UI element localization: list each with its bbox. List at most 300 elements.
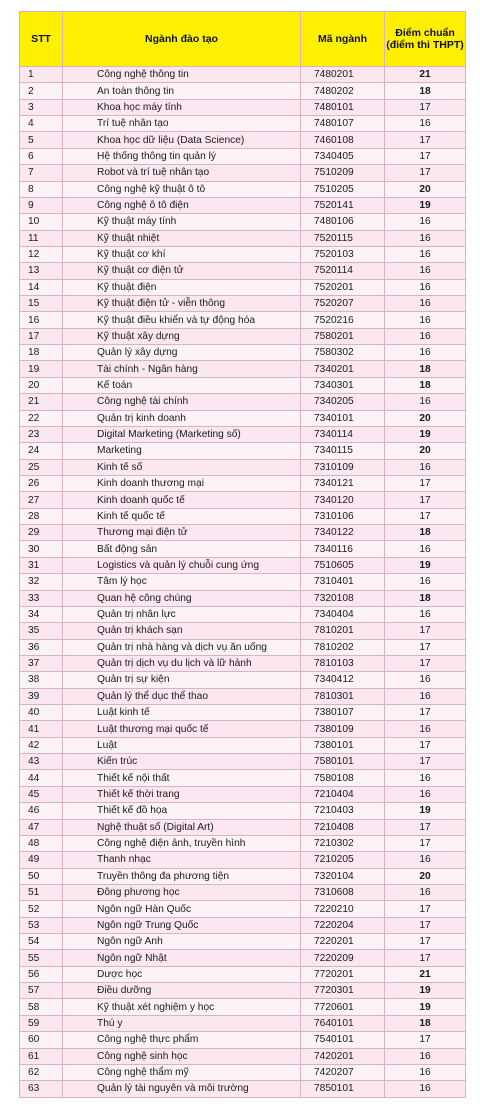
row-cutoff-score: 18 [385, 590, 466, 606]
row-cutoff-score: 16 [385, 672, 466, 688]
row-major-code: 7210302 [301, 835, 385, 851]
row-major-code: 7380107 [301, 705, 385, 721]
row-major-name: Ngôn ngữ Anh [63, 934, 301, 950]
row-cutoff-score: 16 [385, 786, 466, 802]
header-cutoff-score [385, 12, 466, 67]
row-major-code: 7520103 [301, 246, 385, 262]
row-major-name: Tâm lý học [63, 574, 301, 590]
row-stt: 14 [20, 279, 63, 295]
table-row [20, 623, 466, 639]
table-row [20, 1048, 466, 1064]
row-cutoff-score: 18 [385, 525, 466, 541]
row-major-name: Ngôn ngữ Hàn Quốc [63, 901, 301, 917]
table-row [20, 819, 466, 835]
row-stt: 29 [20, 525, 63, 541]
row-major-code: 7220201 [301, 934, 385, 950]
table-row [20, 852, 466, 868]
row-cutoff-score: 16 [385, 214, 466, 230]
row-major-code: 7580108 [301, 770, 385, 786]
row-cutoff-score: 18 [385, 377, 466, 393]
table-row [20, 868, 466, 884]
header-stt: STT [20, 12, 63, 67]
table-row [20, 377, 466, 393]
table-row [20, 1081, 466, 1097]
row-major-code: 7340101 [301, 410, 385, 426]
table-row [20, 966, 466, 982]
row-major-code: 7340116 [301, 541, 385, 557]
row-major-code: 7310109 [301, 459, 385, 475]
table-row [20, 443, 466, 459]
row-cutoff-score: 17 [385, 99, 466, 115]
row-cutoff-score: 16 [385, 394, 466, 410]
table-row [20, 230, 466, 246]
row-major-code: 7510605 [301, 557, 385, 573]
row-major-name: Khoa học dữ liệu (Data Science) [63, 132, 301, 148]
row-cutoff-score: 17 [385, 132, 466, 148]
row-major-code: 7580302 [301, 345, 385, 361]
row-major-code: 7310608 [301, 884, 385, 900]
table-row [20, 770, 466, 786]
row-major-code: 7480101 [301, 99, 385, 115]
row-major-name: Công nghệ điện ảnh, truyền hình [63, 835, 301, 851]
row-major-name: Kỹ thuật cơ điện tử [63, 263, 301, 279]
row-major-name: Quản lý xây dựng [63, 345, 301, 361]
row-stt: 59 [20, 1015, 63, 1031]
row-cutoff-score: 17 [385, 508, 466, 524]
table-row [20, 901, 466, 917]
row-major-name: Robot và trí tuệ nhân tạo [63, 165, 301, 181]
row-cutoff-score: 16 [385, 312, 466, 328]
table-row [20, 263, 466, 279]
row-major-code: 7340412 [301, 672, 385, 688]
row-major-code: 7520141 [301, 197, 385, 213]
row-cutoff-score: 17 [385, 835, 466, 851]
row-cutoff-score: 17 [385, 737, 466, 753]
row-stt: 11 [20, 230, 63, 246]
row-stt: 33 [20, 590, 63, 606]
row-major-code: 7720201 [301, 966, 385, 982]
row-major-code: 7220210 [301, 901, 385, 917]
row-major-name: Điều dưỡng [63, 983, 301, 999]
row-major-code: 7720301 [301, 983, 385, 999]
row-major-code: 7810202 [301, 639, 385, 655]
table-row [20, 705, 466, 721]
table-row [20, 525, 466, 541]
table-row [20, 394, 466, 410]
row-major-name: Kế toán [63, 377, 301, 393]
row-major-name: Dược học [63, 966, 301, 982]
row-stt: 13 [20, 263, 63, 279]
table-row [20, 737, 466, 753]
row-major-name: Nghệ thuật số (Digital Art) [63, 819, 301, 835]
row-major-name: Thiết kế đồ họa [63, 803, 301, 819]
table-row [20, 721, 466, 737]
row-cutoff-score: 16 [385, 770, 466, 786]
row-major-code: 7510209 [301, 165, 385, 181]
table-row [20, 655, 466, 671]
table-row [20, 1064, 466, 1080]
row-cutoff-score: 16 [385, 541, 466, 557]
row-stt: 9 [20, 197, 63, 213]
row-cutoff-score: 16 [385, 230, 466, 246]
row-cutoff-score: 17 [385, 1032, 466, 1048]
table-row [20, 884, 466, 900]
row-major-name: Thú y [63, 1015, 301, 1031]
table-row [20, 181, 466, 197]
row-major-name: Khoa học máy tính [63, 99, 301, 115]
table-row [20, 606, 466, 622]
row-stt: 50 [20, 868, 63, 884]
row-major-name: Quản trị nhân lực [63, 606, 301, 622]
table-body [20, 67, 466, 1098]
row-stt: 8 [20, 181, 63, 197]
row-major-code: 7460108 [301, 132, 385, 148]
row-major-code: 7340205 [301, 394, 385, 410]
row-cutoff-score: 16 [385, 721, 466, 737]
table-row [20, 345, 466, 361]
row-cutoff-score: 19 [385, 803, 466, 819]
row-stt: 57 [20, 983, 63, 999]
table-row [20, 541, 466, 557]
table-row [20, 754, 466, 770]
row-major-code: 7210205 [301, 852, 385, 868]
row-cutoff-score: 16 [385, 116, 466, 132]
table-row [20, 214, 466, 230]
row-cutoff-score: 16 [385, 852, 466, 868]
row-cutoff-score: 16 [385, 328, 466, 344]
table-row [20, 99, 466, 115]
row-stt: 1 [20, 67, 63, 83]
row-cutoff-score: 16 [385, 296, 466, 312]
row-cutoff-score: 16 [385, 1081, 466, 1097]
row-major-name: Công nghệ sinh học [63, 1048, 301, 1064]
row-stt: 5 [20, 132, 63, 148]
row-major-code: 7580101 [301, 754, 385, 770]
row-major-name: Công nghệ thông tin [63, 67, 301, 83]
row-major-code: 7210404 [301, 786, 385, 802]
row-cutoff-score: 17 [385, 950, 466, 966]
table-row [20, 1015, 466, 1031]
row-cutoff-score: 16 [385, 246, 466, 262]
table-row [20, 426, 466, 442]
row-major-code: 7210403 [301, 803, 385, 819]
row-stt: 2 [20, 83, 63, 99]
row-major-code: 7320104 [301, 868, 385, 884]
row-major-name: Quản trị khách sạn [63, 623, 301, 639]
row-major-name: Công nghệ tài chính [63, 394, 301, 410]
row-cutoff-score: 19 [385, 983, 466, 999]
row-cutoff-score: 16 [385, 279, 466, 295]
row-cutoff-score: 17 [385, 754, 466, 770]
row-cutoff-score: 17 [385, 639, 466, 655]
row-major-name: Kỹ thuật xét nghiệm y học [63, 999, 301, 1015]
row-major-name: Tài chính - Ngân hàng [63, 361, 301, 377]
table-row [20, 639, 466, 655]
row-cutoff-score: 18 [385, 361, 466, 377]
row-major-name: Marketing [63, 443, 301, 459]
row-stt: 32 [20, 574, 63, 590]
header-cutoff-score-line1: Điểm chuẩn [395, 27, 455, 39]
row-stt: 30 [20, 541, 63, 557]
row-stt: 24 [20, 443, 63, 459]
table-row [20, 672, 466, 688]
row-cutoff-score: 19 [385, 197, 466, 213]
table-row [20, 835, 466, 851]
row-stt: 22 [20, 410, 63, 426]
table-row [20, 983, 466, 999]
row-stt: 44 [20, 770, 63, 786]
row-stt: 25 [20, 459, 63, 475]
table-row [20, 950, 466, 966]
row-major-name: Luật thương mại quốc tế [63, 721, 301, 737]
row-cutoff-score: 20 [385, 181, 466, 197]
header-cutoff-score-line2: (điểm thi THPT) [386, 39, 464, 51]
row-major-code: 7580201 [301, 328, 385, 344]
table-row [20, 934, 466, 950]
table-row [20, 574, 466, 590]
row-cutoff-score: 17 [385, 623, 466, 639]
row-major-name: Công nghệ thực phẩm [63, 1032, 301, 1048]
row-major-name: Kỹ thuật máy tính [63, 214, 301, 230]
row-stt: 58 [20, 999, 63, 1015]
row-major-code: 7220204 [301, 917, 385, 933]
table-header [20, 12, 466, 67]
row-major-code: 7520115 [301, 230, 385, 246]
row-cutoff-score: 20 [385, 410, 466, 426]
row-stt: 23 [20, 426, 63, 442]
row-stt: 15 [20, 296, 63, 312]
row-major-code: 7220209 [301, 950, 385, 966]
row-cutoff-score: 17 [385, 917, 466, 933]
row-cutoff-score: 20 [385, 443, 466, 459]
row-cutoff-score: 16 [385, 606, 466, 622]
row-cutoff-score: 16 [385, 1048, 466, 1064]
table-row [20, 67, 466, 83]
row-stt: 16 [20, 312, 63, 328]
row-stt: 36 [20, 639, 63, 655]
row-major-code: 7420207 [301, 1064, 385, 1080]
row-major-code: 7340404 [301, 606, 385, 622]
row-cutoff-score: 21 [385, 966, 466, 982]
table-row [20, 999, 466, 1015]
row-stt: 55 [20, 950, 63, 966]
row-major-name: Kinh tế số [63, 459, 301, 475]
row-major-code: 7480106 [301, 214, 385, 230]
row-major-name: Kinh tế quốc tế [63, 508, 301, 524]
row-major-name: Quản lý tài nguyên và môi trường [63, 1081, 301, 1097]
row-cutoff-score: 19 [385, 426, 466, 442]
row-major-name: Digital Marketing (Marketing số) [63, 426, 301, 442]
admission-score-table [19, 11, 466, 1098]
row-major-code: 7850101 [301, 1081, 385, 1097]
row-stt: 34 [20, 606, 63, 622]
row-major-code: 7520207 [301, 296, 385, 312]
table-row [20, 459, 466, 475]
header-major-name: Ngành đào tạo [63, 12, 301, 67]
row-cutoff-score: 20 [385, 868, 466, 884]
row-cutoff-score: 17 [385, 934, 466, 950]
row-major-name: Đông phương học [63, 884, 301, 900]
row-stt: 12 [20, 246, 63, 262]
row-stt: 28 [20, 508, 63, 524]
row-major-code: 7640101 [301, 1015, 385, 1031]
row-major-name: Quản trị dịch vụ du lịch và lữ hành [63, 655, 301, 671]
table-row [20, 410, 466, 426]
table-row [20, 83, 466, 99]
row-major-code: 7520201 [301, 279, 385, 295]
row-major-name: Kỹ thuật xây dựng [63, 328, 301, 344]
row-stt: 45 [20, 786, 63, 802]
table-row [20, 786, 466, 802]
row-stt: 62 [20, 1064, 63, 1080]
row-cutoff-score: 18 [385, 1015, 466, 1031]
row-cutoff-score: 18 [385, 83, 466, 99]
table-row [20, 590, 466, 606]
row-stt: 54 [20, 934, 63, 950]
row-major-name: Thiết kế nội thất [63, 770, 301, 786]
row-major-name: Thiết kế thời trang [63, 786, 301, 802]
row-stt: 37 [20, 655, 63, 671]
row-major-name: Kỹ thuật điều khiển và tự động hóa [63, 312, 301, 328]
row-stt: 27 [20, 492, 63, 508]
row-cutoff-score: 17 [385, 819, 466, 835]
row-major-name: Công nghệ kỹ thuật ô tô [63, 181, 301, 197]
table-row [20, 328, 466, 344]
row-major-code: 7480201 [301, 67, 385, 83]
row-major-name: Hệ thống thông tin quản lý [63, 148, 301, 164]
table-row [20, 132, 466, 148]
row-stt: 20 [20, 377, 63, 393]
row-major-name: Luật kinh tế [63, 705, 301, 721]
row-stt: 49 [20, 852, 63, 868]
row-major-code: 7420201 [301, 1048, 385, 1064]
row-major-code: 7380101 [301, 737, 385, 753]
header-row [20, 12, 466, 67]
row-stt: 17 [20, 328, 63, 344]
table-row [20, 492, 466, 508]
row-major-name: Logistics và quản lý chuỗi cung ứng [63, 557, 301, 573]
row-cutoff-score: 21 [385, 67, 466, 83]
row-major-code: 7340122 [301, 525, 385, 541]
row-stt: 39 [20, 688, 63, 704]
row-stt: 10 [20, 214, 63, 230]
row-major-name: Kỹ thuật điện tử - viễn thông [63, 296, 301, 312]
row-major-name: Quản trị nhà hàng và dịch vụ ăn uống [63, 639, 301, 655]
row-major-name: Ngôn ngữ Nhật [63, 950, 301, 966]
row-cutoff-score: 16 [385, 263, 466, 279]
row-stt: 42 [20, 737, 63, 753]
row-stt: 19 [20, 361, 63, 377]
row-stt: 63 [20, 1081, 63, 1097]
row-major-code: 7720601 [301, 999, 385, 1015]
row-stt: 48 [20, 835, 63, 851]
row-stt: 52 [20, 901, 63, 917]
row-cutoff-score: 17 [385, 705, 466, 721]
row-major-name: An toàn thông tin [63, 83, 301, 99]
row-stt: 61 [20, 1048, 63, 1064]
row-major-code: 7310401 [301, 574, 385, 590]
row-major-code: 7320108 [301, 590, 385, 606]
row-major-name: Ngôn ngữ Trung Quốc [63, 917, 301, 933]
row-cutoff-score: 16 [385, 459, 466, 475]
row-major-name: Kỹ thuật điện [63, 279, 301, 295]
row-cutoff-score: 17 [385, 475, 466, 491]
row-major-name: Kinh doanh thương mại [63, 475, 301, 491]
row-major-name: Công nghệ thẩm mỹ [63, 1064, 301, 1080]
row-major-code: 7340121 [301, 475, 385, 491]
row-cutoff-score: 19 [385, 999, 466, 1015]
table-row [20, 803, 466, 819]
table-row [20, 361, 466, 377]
table-row [20, 165, 466, 181]
row-major-name: Quan hệ công chúng [63, 590, 301, 606]
row-stt: 46 [20, 803, 63, 819]
row-stt: 4 [20, 116, 63, 132]
row-cutoff-score: 17 [385, 901, 466, 917]
table-row [20, 917, 466, 933]
row-major-name: Kiến trúc [63, 754, 301, 770]
row-major-name: Trí tuệ nhân tạo [63, 116, 301, 132]
row-cutoff-score: 16 [385, 345, 466, 361]
table-row [20, 116, 466, 132]
table-row [20, 279, 466, 295]
row-major-code: 7480202 [301, 83, 385, 99]
row-major-code: 7510205 [301, 181, 385, 197]
row-stt: 38 [20, 672, 63, 688]
row-stt: 53 [20, 917, 63, 933]
row-major-code: 7340115 [301, 443, 385, 459]
row-major-code: 7340301 [301, 377, 385, 393]
row-stt: 3 [20, 99, 63, 115]
row-major-code: 7310106 [301, 508, 385, 524]
table-row [20, 508, 466, 524]
admission-score-table-wrapper [19, 11, 465, 1098]
row-major-code: 7520114 [301, 263, 385, 279]
row-major-code: 7480107 [301, 116, 385, 132]
header-major-code: Mã ngành [301, 12, 385, 67]
row-major-code: 7810301 [301, 688, 385, 704]
row-cutoff-score: 17 [385, 655, 466, 671]
row-major-name: Bất động sản [63, 541, 301, 557]
row-major-name: Kỹ thuật cơ khí [63, 246, 301, 262]
table-row [20, 296, 466, 312]
row-major-name: Quản trị sự kiện [63, 672, 301, 688]
row-stt: 60 [20, 1032, 63, 1048]
row-stt: 41 [20, 721, 63, 737]
row-major-name: Luật [63, 737, 301, 753]
row-major-name: Quản trị kinh doanh [63, 410, 301, 426]
row-cutoff-score: 16 [385, 884, 466, 900]
table-row [20, 246, 466, 262]
row-major-code: 7540101 [301, 1032, 385, 1048]
row-cutoff-score: 17 [385, 492, 466, 508]
row-stt: 21 [20, 394, 63, 410]
row-cutoff-score: 16 [385, 1064, 466, 1080]
row-major-name: Kinh doanh quốc tế [63, 492, 301, 508]
row-major-code: 7210408 [301, 819, 385, 835]
row-stt: 47 [20, 819, 63, 835]
row-stt: 26 [20, 475, 63, 491]
row-stt: 7 [20, 165, 63, 181]
table-row [20, 688, 466, 704]
row-cutoff-score: 17 [385, 165, 466, 181]
row-major-code: 7380109 [301, 721, 385, 737]
row-stt: 35 [20, 623, 63, 639]
row-major-code: 7810201 [301, 623, 385, 639]
row-stt: 31 [20, 557, 63, 573]
row-cutoff-score: 19 [385, 557, 466, 573]
row-major-code: 7810103 [301, 655, 385, 671]
